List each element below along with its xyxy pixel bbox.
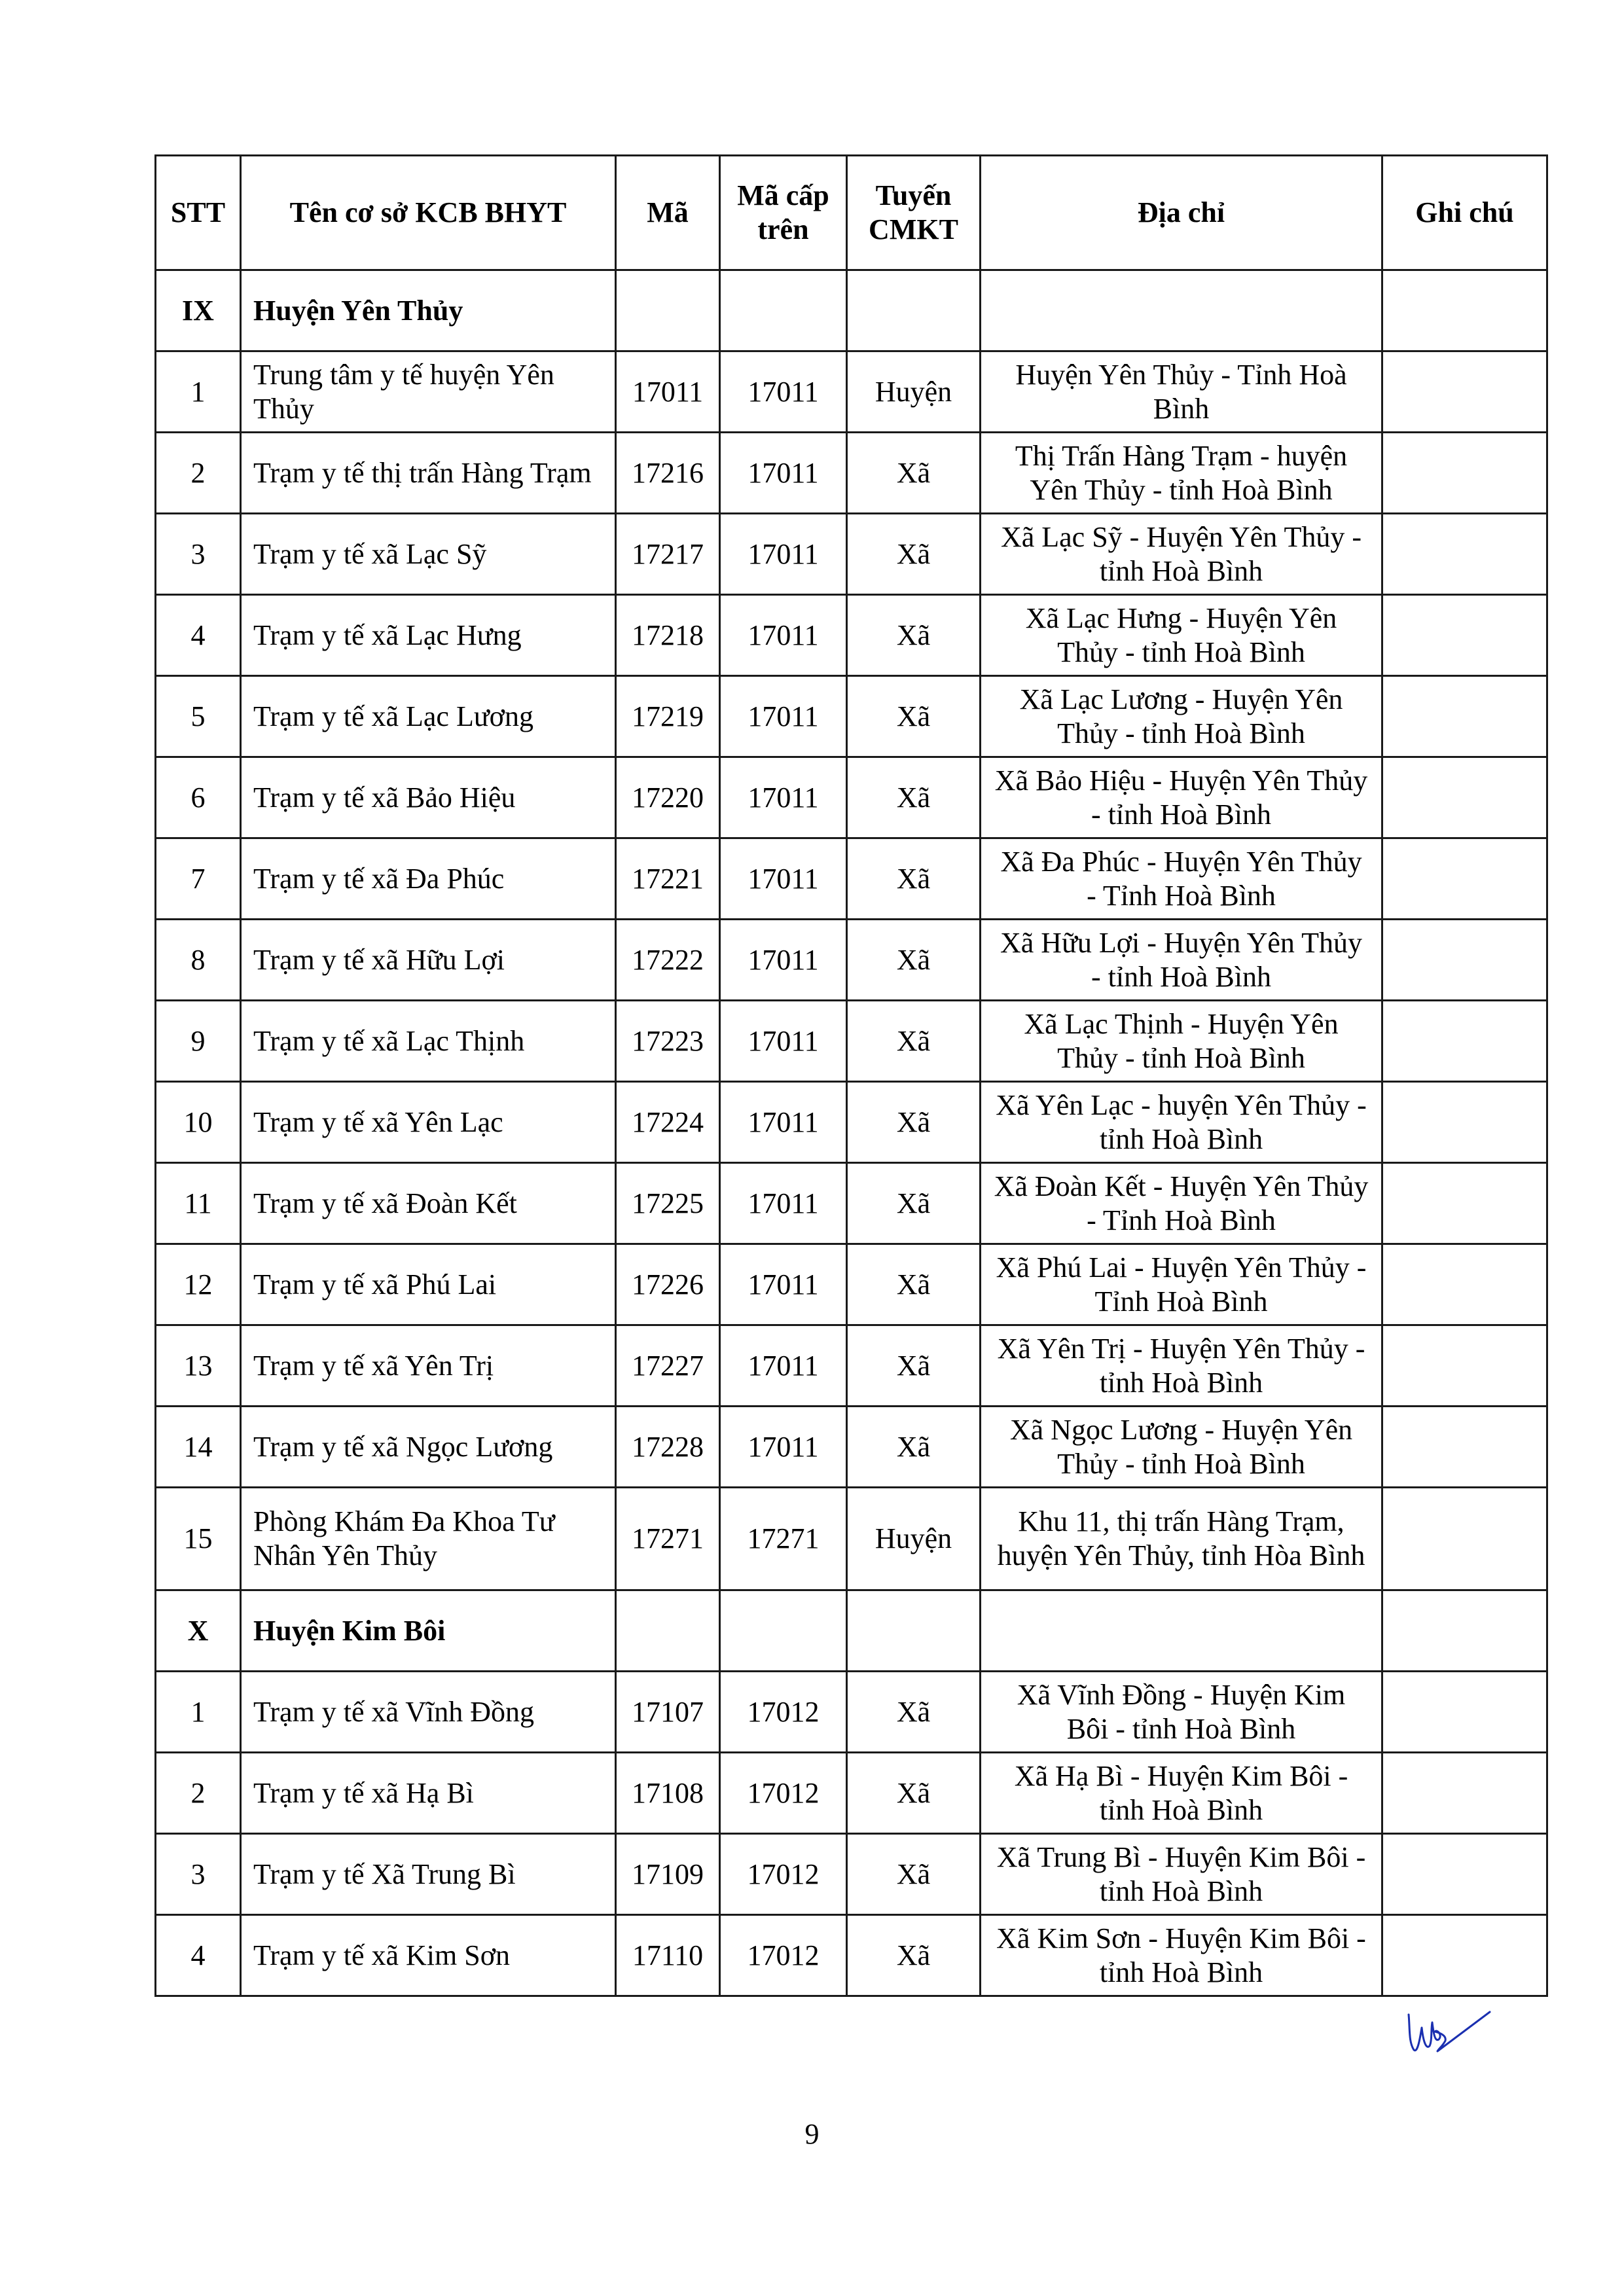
cell-stt: 8 [156, 920, 241, 1001]
cell-parent-code: 17011 [720, 595, 847, 676]
cell-note [1382, 433, 1547, 514]
cell-parent-code: 17011 [720, 1407, 847, 1488]
cell-stt: 7 [156, 838, 241, 920]
cell-stt: 6 [156, 757, 241, 838]
header-name: Tên cơ sở KCB BHYT [241, 156, 616, 270]
cell-level: Xã [847, 1753, 981, 1834]
cell-stt: 13 [156, 1325, 241, 1407]
cell-parent-code: 17011 [720, 757, 847, 838]
cell-stt: 11 [156, 1163, 241, 1244]
cell-level: Xã [847, 757, 981, 838]
header-address: Địa chỉ [981, 156, 1382, 270]
cell-name: Trạm y tế xã Vĩnh Đồng [241, 1672, 616, 1753]
cell-name: Trạm y tế xã Lạc Lương [241, 676, 616, 757]
cell-name: Phòng Khám Đa Khoa Tư Nhân Yên Thủy [241, 1488, 616, 1590]
cell-level: Huyện [847, 351, 981, 433]
cell-code: 17218 [616, 595, 720, 676]
cell-parent-code: 17271 [720, 1488, 847, 1590]
table-row [156, 1082, 1547, 1163]
cell-stt: 15 [156, 1488, 241, 1590]
cell-level [847, 270, 981, 351]
table-row [156, 514, 1547, 595]
table-row [156, 351, 1547, 433]
cell-address: Xã Lạc Lương - Huyện Yên Thủy - tỉnh Hoà Bình [981, 676, 1382, 757]
cell-name: Trạm y tế xã Lạc Thịnh [241, 1001, 616, 1082]
table-row [156, 1834, 1547, 1915]
cell-name: Trạm y tế thị trấn Hàng Trạm [241, 433, 616, 514]
cell-stt: 4 [156, 1915, 241, 1996]
header-parent-code: Mã cấp trên [720, 156, 847, 270]
cell-name: Trạm y tế xã Yên Trị [241, 1325, 616, 1407]
cell-level: Xã [847, 514, 981, 595]
cell-address: Xã Lạc Sỹ - Huyện Yên Thủy - tỉnh Hoà Bình [981, 514, 1382, 595]
cell-address: Xã Lạc Hưng - Huyện Yên Thủy - tỉnh Hoà Bình [981, 595, 1382, 676]
table-row [156, 1753, 1547, 1834]
header-note: Ghi chú [1382, 156, 1547, 270]
cell-note [1382, 1325, 1547, 1407]
cell-level: Xã [847, 676, 981, 757]
table-row [156, 1672, 1547, 1753]
cell-parent-code: 17011 [720, 676, 847, 757]
cell-code: 17219 [616, 676, 720, 757]
table-row [156, 1001, 1547, 1082]
cell-code: 17224 [616, 1082, 720, 1163]
cell-code: 17227 [616, 1325, 720, 1407]
header-stt: STT [156, 156, 241, 270]
cell-code: 17107 [616, 1672, 720, 1753]
cell-level: Xã [847, 920, 981, 1001]
cell-note [1382, 1590, 1547, 1672]
cell-address: Xã Trung Bì - Huyện Kim Bôi - tỉnh Hoà Bình [981, 1834, 1382, 1915]
cell-parent-code: 17011 [720, 514, 847, 595]
table-row [156, 433, 1547, 514]
header-level: Tuyến CMKT [847, 156, 981, 270]
cell-note [1382, 1488, 1547, 1590]
cell-name: Trạm y tế xã Bảo Hiệu [241, 757, 616, 838]
cell-level: Huyện [847, 1488, 981, 1590]
cell-code: 17217 [616, 514, 720, 595]
cell-stt: 1 [156, 1672, 241, 1753]
cell-code [616, 270, 720, 351]
table-row [156, 1488, 1547, 1590]
cell-level: Xã [847, 433, 981, 514]
cell-code: 17228 [616, 1407, 720, 1488]
cell-level: Xã [847, 1163, 981, 1244]
cell-address: Xã Hạ Bì - Huyện Kim Bôi - tỉnh Hoà Bình [981, 1753, 1382, 1834]
cell-name: Trạm y tế xã Đoàn Kết [241, 1163, 616, 1244]
cell-parent-code: 17012 [720, 1753, 847, 1834]
cell-stt: 3 [156, 514, 241, 595]
cell-code: 17225 [616, 1163, 720, 1244]
cell-note [1382, 1915, 1547, 1996]
cell-stt: 3 [156, 1834, 241, 1915]
cell-parent-code: 17011 [720, 351, 847, 433]
cell-level: Xã [847, 1325, 981, 1407]
table-row [156, 920, 1547, 1001]
cell-name: Trạm y tế xã Phú Lai [241, 1244, 616, 1325]
cell-level: Xã [847, 1834, 981, 1915]
cell-parent-code: 17012 [720, 1672, 847, 1753]
table-row [156, 1325, 1547, 1407]
cell-parent-code: 17011 [720, 433, 847, 514]
table-row [156, 1244, 1547, 1325]
cell-name: Trạm y tế xã Lạc Hưng [241, 595, 616, 676]
cell-address: Thị Trấn Hàng Trạm - huyện Yên Thủy - tỉnh Hoà Bình [981, 433, 1382, 514]
cell-note [1382, 1082, 1547, 1163]
cell-level: Xã [847, 1672, 981, 1753]
cell-level: Xã [847, 1082, 981, 1163]
cell-stt: 10 [156, 1082, 241, 1163]
signature-icon [1401, 2003, 1492, 2055]
cell-code [616, 1590, 720, 1672]
cell-note [1382, 1672, 1547, 1753]
cell-note [1382, 1834, 1547, 1915]
table-row [156, 595, 1547, 676]
cell-address: Xã Lạc Thịnh - Huyện Yên Thủy - tỉnh Hoà Bình [981, 1001, 1382, 1082]
cell-stt: 2 [156, 1753, 241, 1834]
cell-level [847, 1590, 981, 1672]
cell-parent-code: 17011 [720, 1163, 847, 1244]
cell-name: Trạm y tế xã Hữu Lợi [241, 920, 616, 1001]
cell-note [1382, 351, 1547, 433]
cell-address: Xã Hữu Lợi - Huyện Yên Thủy - tỉnh Hoà Bình [981, 920, 1382, 1001]
cell-stt: 1 [156, 351, 241, 433]
cell-code: 17011 [616, 351, 720, 433]
cell-stt: 9 [156, 1001, 241, 1082]
cell-note [1382, 595, 1547, 676]
cell-address: Xã Yên Lạc - huyện Yên Thủy - tỉnh Hoà Bình [981, 1082, 1382, 1163]
section-title: Huyện Yên Thủy [241, 270, 616, 351]
cell-note [1382, 757, 1547, 838]
cell-parent-code: 17011 [720, 1001, 847, 1082]
cell-note [1382, 676, 1547, 757]
cell-parent-code [720, 270, 847, 351]
cell-name: Trạm y tế Xã Trung Bì [241, 1834, 616, 1915]
cell-name: Trạm y tế xã Đa Phúc [241, 838, 616, 920]
cell-parent-code: 17011 [720, 1244, 847, 1325]
cell-note [1382, 920, 1547, 1001]
cell-stt: 12 [156, 1244, 241, 1325]
cell-name: Trạm y tế xã Lạc Sỹ [241, 514, 616, 595]
cell-address: Xã Đa Phúc - Huyện Yên Thủy - Tỉnh Hoà Bình [981, 838, 1382, 920]
cell-stt: 2 [156, 433, 241, 514]
cell-level: Xã [847, 1407, 981, 1488]
cell-code: 17220 [616, 757, 720, 838]
cell-note [1382, 514, 1547, 595]
cell-address: Xã Phú Lai - Huyện Yên Thủy - Tỉnh Hoà Bình [981, 1244, 1382, 1325]
cell-level: Xã [847, 595, 981, 676]
table-row [156, 1915, 1547, 1996]
section-index: X [156, 1590, 241, 1672]
section-index: IX [156, 270, 241, 351]
cell-address [981, 1590, 1382, 1672]
cell-code: 17109 [616, 1834, 720, 1915]
cell-note [1382, 1244, 1547, 1325]
table-body [156, 270, 1547, 1996]
cell-code: 17223 [616, 1001, 720, 1082]
cell-parent-code [720, 1590, 847, 1672]
cell-level: Xã [847, 1001, 981, 1082]
cell-address: Huyện Yên Thủy - Tỉnh Hoà Bình [981, 351, 1382, 433]
cell-address [981, 270, 1382, 351]
cell-note [1382, 838, 1547, 920]
table-row [156, 1407, 1547, 1488]
cell-parent-code: 17011 [720, 1325, 847, 1407]
cell-parent-code: 17012 [720, 1834, 847, 1915]
section-title: Huyện Kim Bôi [241, 1590, 616, 1672]
cell-code: 17110 [616, 1915, 720, 1996]
cell-code: 17216 [616, 433, 720, 514]
cell-name: Trạm y tế xã Yên Lạc [241, 1082, 616, 1163]
cell-address: Khu 11, thị trấn Hàng Trạm, huyện Yên Thủy, tỉnh Hòa Bình [981, 1488, 1382, 1590]
table-row [156, 1163, 1547, 1244]
cell-code: 17108 [616, 1753, 720, 1834]
cell-parent-code: 17011 [720, 920, 847, 1001]
cell-address: Xã Vĩnh Đồng - Huyện Kim Bôi - tỉnh Hoà Bình [981, 1672, 1382, 1753]
section-row [156, 1590, 1547, 1672]
section-row [156, 270, 1547, 351]
cell-note [1382, 1163, 1547, 1244]
cell-name: Trạm y tế xã Ngọc Lương [241, 1407, 616, 1488]
cell-address: Xã Bảo Hiệu - Huyện Yên Thủy - tỉnh Hoà Bình [981, 757, 1382, 838]
cell-parent-code: 17011 [720, 838, 847, 920]
cell-code: 17271 [616, 1488, 720, 1590]
cell-note [1382, 270, 1547, 351]
cell-address: Xã Ngọc Lương - Huyện Yên Thủy - tỉnh Hoà Bình [981, 1407, 1382, 1488]
cell-name: Trung tâm y tế huyện Yên Thủy [241, 351, 616, 433]
cell-note [1382, 1407, 1547, 1488]
cell-parent-code: 17012 [720, 1915, 847, 1996]
cell-parent-code: 17011 [720, 1082, 847, 1163]
table-row [156, 757, 1547, 838]
cell-name: Trạm y tế xã Kim Sơn [241, 1915, 616, 1996]
header-row [156, 156, 1547, 270]
cell-level: Xã [847, 1244, 981, 1325]
cell-address: Xã Kim Sơn - Huyện Kim Bôi - tỉnh Hoà Bình [981, 1915, 1382, 1996]
cell-code: 17226 [616, 1244, 720, 1325]
header-code: Mã [616, 156, 720, 270]
cell-address: Xã Yên Trị - Huyện Yên Thủy - tỉnh Hoà Bình [981, 1325, 1382, 1407]
cell-stt: 14 [156, 1407, 241, 1488]
cell-stt: 5 [156, 676, 241, 757]
cell-note [1382, 1001, 1547, 1082]
cell-level: Xã [847, 838, 981, 920]
page-number: 9 [804, 2118, 820, 2150]
table-row [156, 838, 1547, 920]
cell-note [1382, 1753, 1547, 1834]
cell-code: 17221 [616, 838, 720, 920]
facility-table [154, 154, 1548, 1997]
cell-address: Xã Đoàn Kết - Huyện Yên Thủy - Tỉnh Hoà Bình [981, 1163, 1382, 1244]
cell-name: Trạm y tế xã Hạ Bì [241, 1753, 616, 1834]
cell-level: Xã [847, 1915, 981, 1996]
cell-code: 17222 [616, 920, 720, 1001]
cell-stt: 4 [156, 595, 241, 676]
table-row [156, 676, 1547, 757]
